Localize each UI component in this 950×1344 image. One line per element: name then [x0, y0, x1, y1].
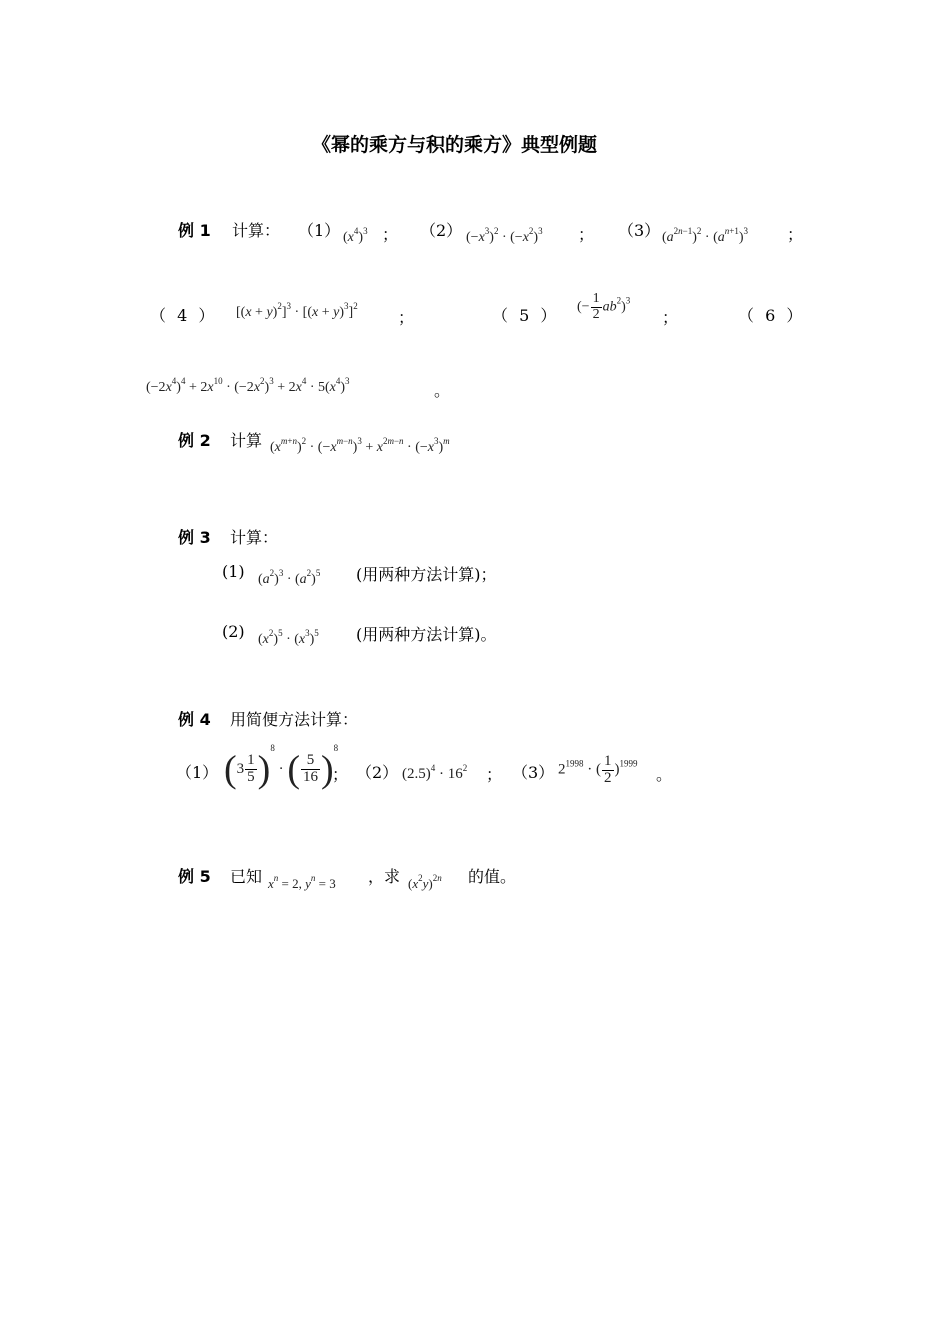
example-3-item-2-number: (2) [222, 622, 245, 641]
example-5-given-formula: $x^n = 2$, $y^n = 3$ [268, 873, 336, 891]
example-3-item-1-number: (1) [222, 562, 245, 581]
example-1-item-2-formula: $(-x^3)^2 \cdot (-x^2)^3$ [466, 226, 543, 245]
example-5-target-formula: $(x^2y)^{2n}$ [408, 873, 442, 891]
example-1-sep-2: ； [578, 225, 595, 244]
example-1-sep-5: ； [662, 308, 679, 327]
example-4-end: 。 [656, 765, 673, 784]
example-4-item-2-number: （2） [356, 763, 399, 782]
example-1-item-1-formula: $(x^4)^3$ [343, 226, 368, 245]
example-1-sep-1: ； [382, 225, 399, 244]
example-5-prompt: 已知 [230, 867, 263, 886]
example-3-item-2-formula: $(x^2)^5 \cdot (x^3)^5$ [258, 628, 319, 647]
example-3-label: 例 3 [178, 528, 211, 547]
example-1-item-6-formula: $(-2x^4)^4 + 2x^{10} \cdot (-2x^2)^3 + 2x^4 \cdot 5(x^4)^3$ [146, 376, 350, 395]
example-3-prompt: 计算： [230, 528, 279, 547]
example-1-item-3-formula: $(a^{2n-1})^2 \cdot (a^{n+1})^3$ [662, 226, 748, 245]
example-4-item-2-formula: $(2.5)^4 \cdot 16^2$ [402, 763, 468, 782]
example-1-item-3-number: （3） [618, 221, 661, 240]
example-5-tail: 的值。 [468, 867, 517, 886]
example-4-prompt: 用简便方法计算： [230, 710, 359, 729]
example-2-formula: $(x^{m+n})^2 \cdot (-x^{m-n})^3 + x^{2m-n} \cdot (-x^3)^m$ [270, 436, 450, 455]
example-1-item-1-number: （1） [298, 221, 341, 240]
example-4-sep-2: ； [486, 765, 503, 784]
example-2-label: 例 2 [178, 431, 211, 450]
example-3-item-2-note: (用两种方法计算)。 [356, 625, 497, 644]
example-1-item-5-number: （ 5 ） [492, 306, 557, 325]
example-4-item-1-number: （1） [176, 763, 219, 782]
example-5-mid: ，求 [368, 867, 401, 886]
example-1-sep-4: ； [398, 308, 415, 327]
example-1-item-5-formula: (− $\frac{1}{2}$ $ab^2)^3$ [577, 291, 631, 322]
example-4-item-1-formula: (3 $\frac{1}{5}$ )$^8$ · ( $\frac{5}{16}$ )$^8$ [224, 743, 339, 791]
example-1-item-6-number: （ 6 ） [738, 306, 803, 325]
example-1-end: 。 [434, 381, 451, 400]
example-5-label: 例 5 [178, 867, 211, 886]
page-title: 《幂的乘方与积的乘方》典型例题 [312, 134, 598, 156]
example-3-item-1-formula: $(a^2)^3 \cdot (a^2)^5$ [258, 568, 321, 587]
example-1-item-4-number: （ 4 ） [150, 306, 215, 325]
example-1-sep-3: ； [787, 225, 804, 244]
example-3-item-1-note: (用两种方法计算)； [356, 565, 497, 584]
example-4-item-3-formula: $2^{1998}$ · ( $\frac{1}{2}$ )$^{1999}$ [558, 753, 638, 786]
example-1-prompt: 计算： [232, 221, 281, 240]
example-1-item-4-formula: $[(x + y)^2]^3 \cdot [(x + y)^3]^2$ [236, 301, 358, 320]
example-4-item-3-number: （3） [512, 763, 555, 782]
example-4-sep-1: ； [332, 765, 349, 784]
example-1-label: 例 1 [178, 221, 211, 240]
example-4-label: 例 4 [178, 710, 211, 729]
example-2-prompt: 计算 [230, 431, 263, 450]
example-1-item-2-number: （2） [420, 221, 463, 240]
